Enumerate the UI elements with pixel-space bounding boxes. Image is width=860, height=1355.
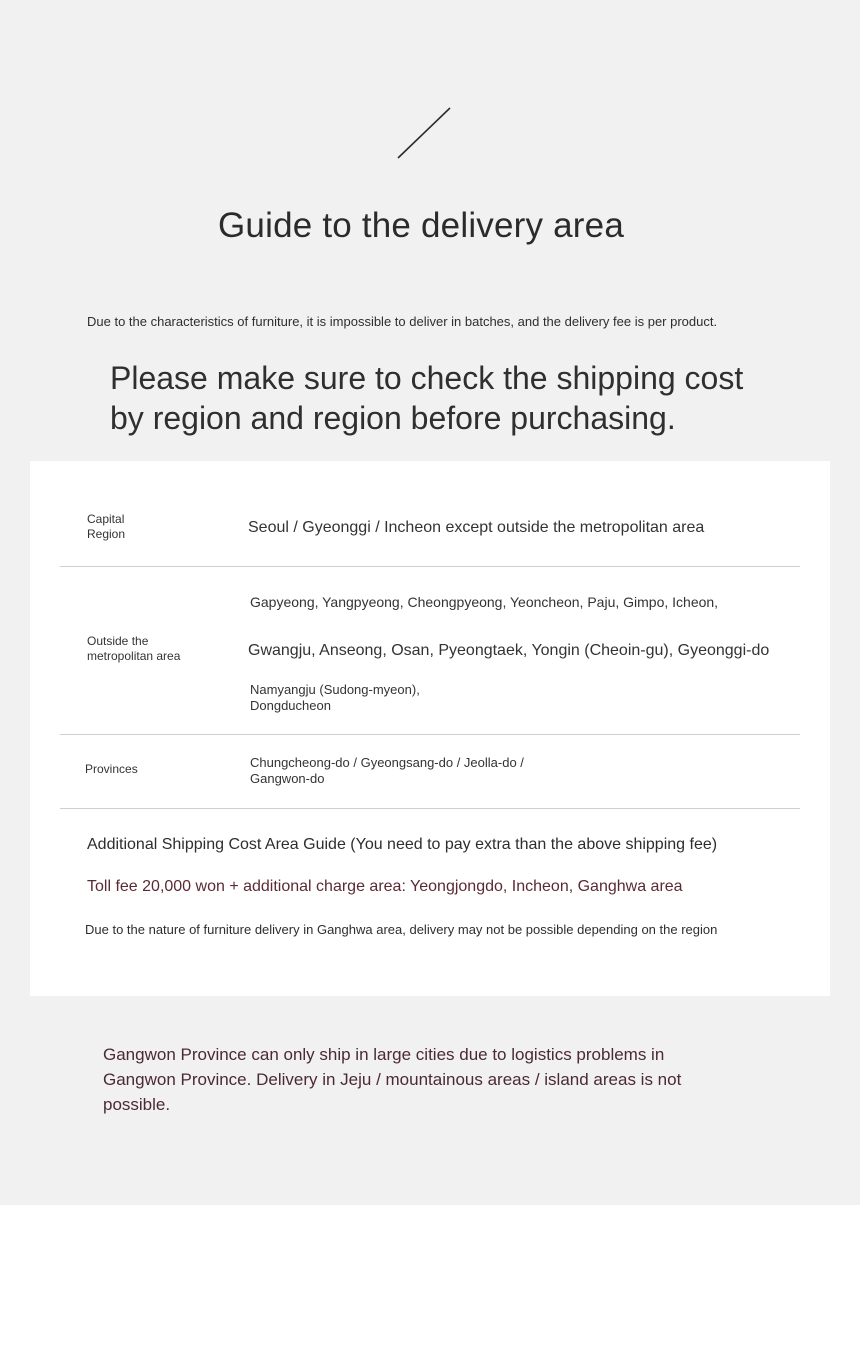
headline-line-2: by region and region before purchasing. [110, 400, 676, 436]
toll-fee-text: Toll fee 20,000 won + additional charge area: Yeongjongdo, Incheon, Ganghwa area [87, 878, 683, 895]
row-divider [60, 808, 800, 809]
outside-metro-label-line-2: metropolitan area [87, 649, 181, 663]
headline-line-1: Please make sure to check the shipping cost [110, 360, 744, 396]
gangwon-note-line-3: possible. [103, 1095, 171, 1114]
capital-region-label-line-1: Capital [87, 512, 125, 526]
gangwon-note-line-1: Gangwon Province can only ship in large cities due to logistics problems in [103, 1045, 665, 1064]
row-divider [60, 566, 800, 567]
shipping-cost-headline [110, 358, 810, 438]
provinces-text-line-2: Gangwon-do [250, 771, 325, 786]
capital-region-text: Seoul / Gyeonggi / Incheon except outside the metropolitan area [248, 519, 705, 536]
outside-metro-text-line-3b: Dongducheon [250, 698, 331, 713]
ganghwa-note: Due to the nature of furniture delivery in Ganghwa area, delivery may not be possible depending on the region [85, 922, 718, 937]
outside-metro-text-line-1: Gapyeong, Yangpyeong, Cheongpyeong, Yeoncheon, Paju, Gimpo, Icheon, [250, 594, 719, 610]
delivery-area-table-card [30, 461, 830, 996]
provinces-text-line-1: Chungcheong-do / Gyeongsang-do / Jeolla-do / [250, 755, 524, 770]
page-title: Guide to the delivery area [218, 206, 624, 245]
row-divider [60, 734, 800, 735]
gangwon-note-line-2: Gangwon Province. Delivery in Jeju / mountainous areas / island areas is not [103, 1070, 682, 1089]
outside-metro-label [87, 634, 180, 664]
diagonal-slash-icon [396, 106, 452, 160]
gangwon-province-note [103, 1042, 743, 1117]
provinces-label: Provinces [85, 762, 138, 776]
provinces-text [250, 755, 524, 787]
capital-region-label-line-2: Region [87, 527, 126, 541]
capital-region-label [87, 512, 125, 542]
additional-cost-title: Additional Shipping Cost Area Guide (You need to pay extra than the above shipping fee) [87, 836, 718, 853]
outside-metro-text-line-3a: Namyangju (Sudong-myeon), [250, 682, 420, 697]
outside-metro-text-line-3 [250, 682, 420, 714]
intro-note: Due to the characteristics of furniture, it is impossible to deliver in batches, and the delivery fee is per product. [87, 314, 718, 329]
outside-metro-label-line-1: Outside the [87, 634, 149, 648]
outside-metro-text-line-2: Gwangju, Anseong, Osan, Pyeongtaek, Yongin (Cheoin-gu), Gyeonggi-do [248, 642, 770, 659]
